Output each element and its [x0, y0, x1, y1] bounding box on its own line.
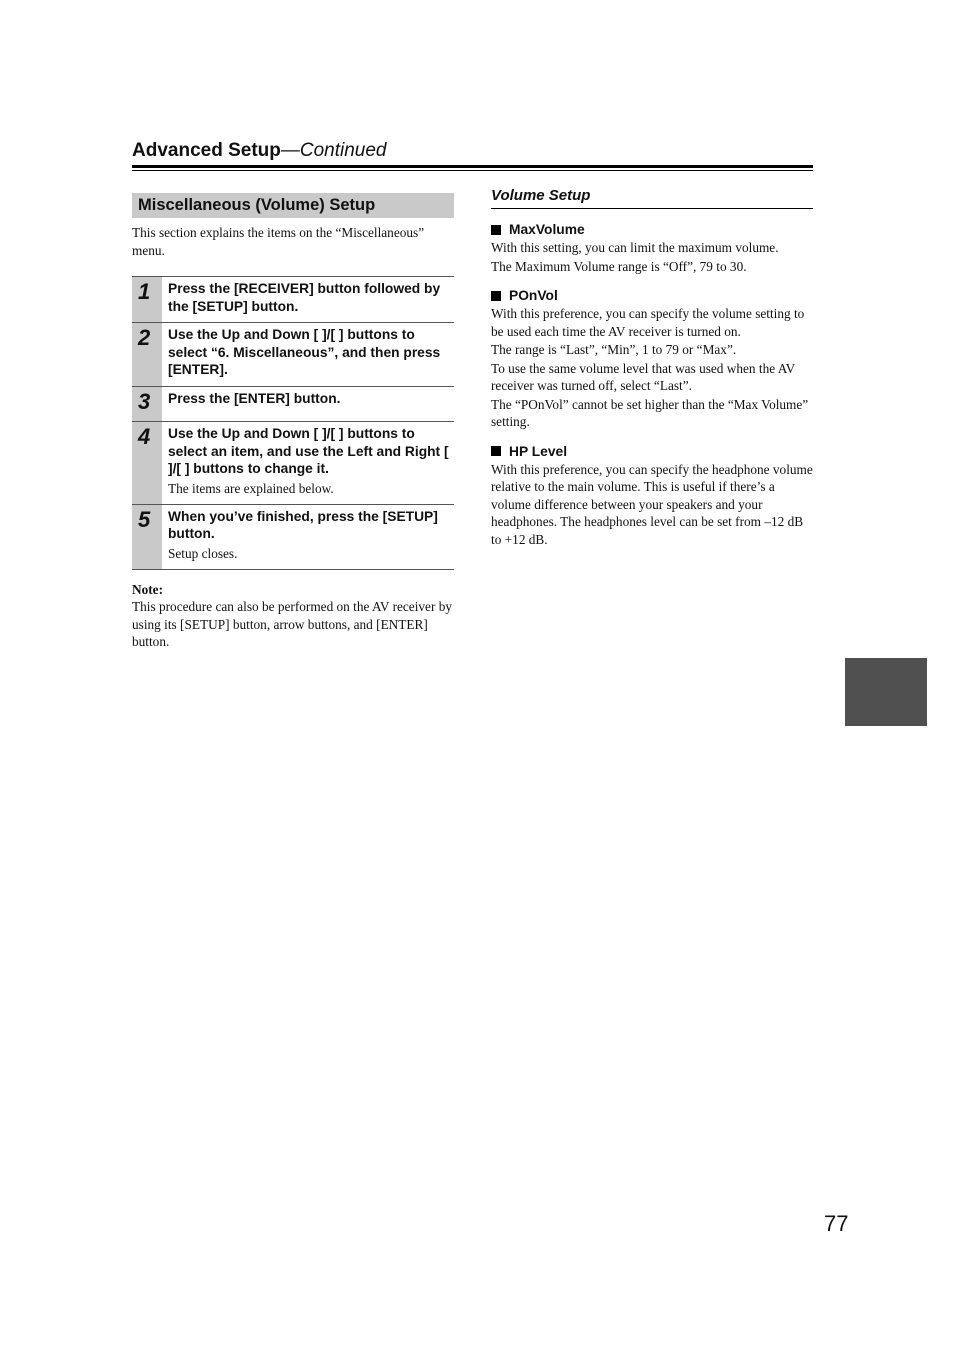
square-bullet-icon: [491, 446, 501, 456]
step-5: [132, 505, 454, 570]
item-paragraph: With this preference, you can specify the headphone volume relative to the main volume. This is useful if there’s a volume difference between your speakers and your headphones. The headphones level can be set from –12 dB to +12 dB.: [491, 461, 813, 547]
step-instruction: Press the [ENTER] button.: [168, 390, 341, 406]
step-4: [132, 422, 454, 505]
item-paragraph: To use the same volume level that was used when the AV receiver was turned off, select “Last”.: [491, 360, 795, 393]
item-hp-level: [491, 443, 813, 549]
right-column: [491, 187, 813, 548]
page-header: [132, 140, 813, 162]
step-number: 3: [132, 387, 162, 422]
step-instruction: When you’ve finished, press the [SETUP] button.: [168, 508, 438, 541]
square-bullet-icon: [491, 225, 501, 235]
item-title: HP Level: [509, 443, 568, 459]
left-column: [132, 193, 454, 651]
step-number: 2: [132, 323, 162, 386]
note-text: This procedure can also be performed on the AV receiver by using its [SETUP] button, arrow buttons, and [ENTER] button.: [132, 599, 452, 649]
step-2: [132, 323, 454, 387]
step-note: Setup closes.: [168, 545, 238, 561]
step-instruction: Use the Up and Down [ ]/[ ] buttons to select an item, and use the Left and Right [ ]/[ ] buttons to change it.: [168, 426, 449, 476]
square-bullet-icon: [491, 291, 501, 301]
section-heading: Miscellaneous (Volume) Setup: [132, 193, 454, 218]
header-rule: [132, 165, 813, 168]
step-number: 1: [132, 277, 162, 322]
volume-setup-heading: Volume Setup: [491, 187, 813, 209]
item-title: POnVol: [509, 288, 558, 303]
step-3: [132, 387, 454, 423]
item-paragraph: With this setting, you can limit the maximum volume.: [491, 240, 779, 255]
item-paragraph: The “POnVol” cannot be set higher than the “Max Volume” setting.: [491, 396, 809, 429]
note-block: [132, 581, 454, 651]
header-title: Advanced Setup: [132, 140, 281, 161]
header-rule-thin: [132, 170, 813, 171]
item-paragraph: With this preference, you can specify the volume setting to be used each time the AV receiver is turned on.: [491, 306, 805, 339]
step-number: 4: [132, 422, 162, 504]
chapter-tab: [845, 658, 927, 726]
item-paragraph: The Maximum Volume range is “Off”, 79 to 30.: [491, 258, 747, 274]
step-note: The items are explained below.: [168, 480, 334, 496]
item-paragraph: The range is “Last”, “Min”, 1 to 79 or “Max”.: [491, 342, 737, 357]
step-number: 5: [132, 505, 162, 569]
header-continued: —Continued: [280, 140, 387, 161]
steps-list: [132, 276, 454, 570]
section-intro: This section explains the items on the “Miscellaneous” menu.: [132, 225, 425, 258]
step-instruction: Press the [RECEIVER] button followed by the [SETUP] button.: [168, 281, 441, 314]
step-1: [132, 277, 454, 323]
item-title: MaxVolume: [509, 222, 585, 237]
item-ponvol: [491, 287, 813, 431]
step-instruction: Use the Up and Down [ ]/[ ] buttons to select “6. Miscellaneous”, and then press [ENTER].: [168, 327, 441, 377]
page-number: 77: [824, 1211, 849, 1236]
item-maxvolume: [491, 221, 813, 275]
note-label: Note:: [132, 581, 164, 597]
